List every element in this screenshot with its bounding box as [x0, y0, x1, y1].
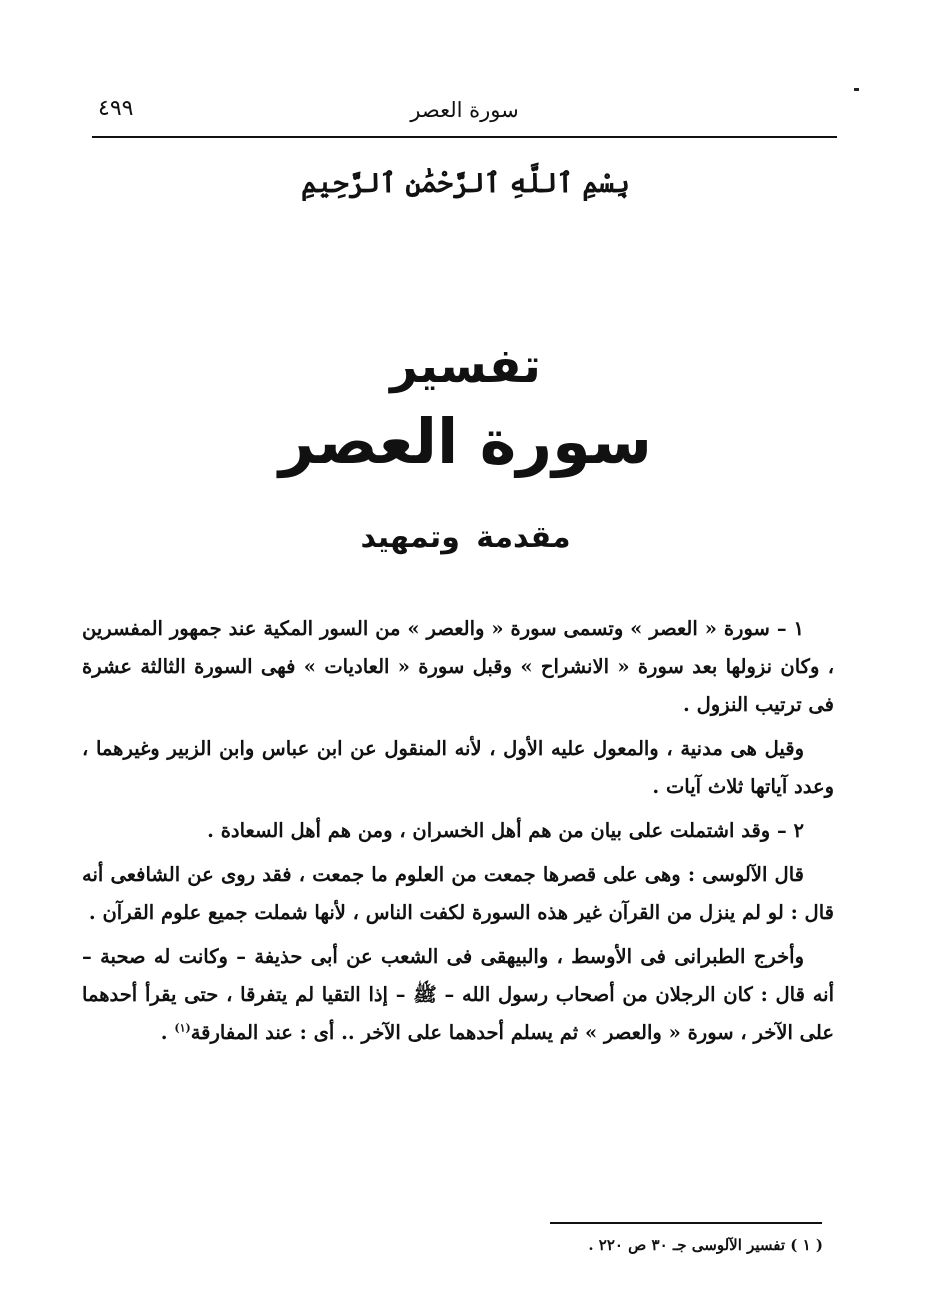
paragraph-5: [82, 938, 834, 1052]
footnote-rule: [550, 1222, 822, 1224]
scan-mark: [854, 88, 859, 91]
paragraph-1: ١ – سورة « العصر » وتسمى سورة « والعصر » من السور المكية عند جمهور المفسرين ، وكان نزولها بعد سورة « الانشراح » وقبل سورة « العاديات » فهى السورة الثالثة عشرة فى ترتيب النزول .: [82, 617, 834, 716]
paragraph-3: ٢ – وقد اشتملت على بيان من هم أهل الخسران ، ومن هم أهل السعادة .: [207, 819, 804, 842]
footnote: ( ١ ) تفسير الآلوسى جـ ٣٠ ص ٢٢٠ .: [588, 1236, 823, 1254]
header-rule: [92, 136, 837, 138]
paragraph-4: قال الآلوسى : وهى على قصرها جمعت من العلوم ما جمعت ، فقد روى عن الشافعى أنه قال : لو لم ينزل من القرآن غير هذه السورة لكفت الناس ، لأنها شملت جميع علوم القرآن .: [82, 863, 834, 924]
title-line-2: سورة العصر: [279, 405, 652, 478]
body-text: [82, 610, 834, 1058]
page-header: [92, 96, 837, 138]
footnote-marker[interactable]: (١): [174, 1021, 191, 1035]
paragraph-5-text: وأخرج الطبرانى فى الأوسط ، والبيهقى فى الشعب عن أبى حذيفة – وكانت له صحبة – أنه قال : كان الرجلان من أصحاب رسول الله – ﷺ – إذا التقيا لم يتفرقا ، حتى يقرأ أحدهما على الآخر ، سورة « والعصر » ثم يسلم أحدهما على الآخر .. أى : عند المفارقة: [82, 945, 834, 1044]
section-heading: مقدمة وتمهيد: [360, 520, 571, 555]
page-number: ٤٩٩: [98, 96, 134, 121]
basmala: بِسْمِ ٱللَّهِ ٱلرَّحْمَٰنِ ٱلرَّحِيمِ: [301, 168, 630, 199]
title-line-1: تفسير: [390, 338, 541, 394]
running-title: سورة العصر: [410, 98, 519, 122]
paragraph-2: وقيل هى مدنية ، والمعول عليه الأول ، لأنه المنقول عن ابن عباس وابن الزبير وغيرهما ، وعدد آياتها ثلاث آيات .: [82, 737, 834, 798]
paragraph-5-ending: .: [160, 1021, 175, 1044]
